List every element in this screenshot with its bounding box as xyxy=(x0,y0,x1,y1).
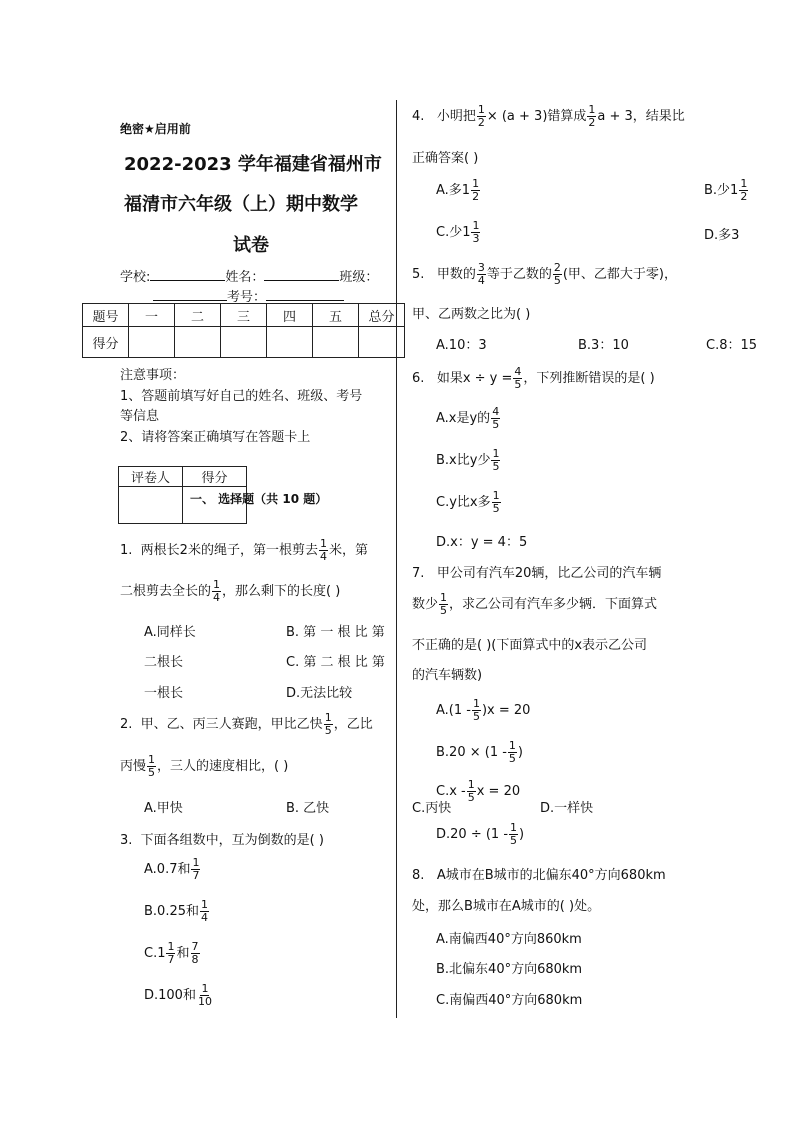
fraction: $\frac{1}{5}$ xyxy=(492,447,500,473)
score-cell[interactable] xyxy=(359,327,405,358)
score-header-cell: 总分 xyxy=(359,304,405,327)
question-text: 两根长2米的绳子，第一根剪去 xyxy=(140,543,318,558)
fraction: $\frac{1}{3}$ xyxy=(472,219,480,245)
confidential-label: 绝密★启用前 xyxy=(120,122,191,136)
score-cell[interactable] xyxy=(129,327,175,358)
score-header-cell: 五 xyxy=(313,304,359,327)
fraction: $\frac{1}{7}$ xyxy=(167,940,175,966)
fraction: $\frac{1}{10}$ xyxy=(197,982,212,1008)
question-7-line3: 不正确的是( )(下面算式中的x表示乙公司 xyxy=(412,638,648,653)
column-divider xyxy=(396,100,397,1018)
q7-option-a[interactable]: A.(1 - $\frac{1}{5}$ )x = 20 xyxy=(436,697,531,723)
fraction: $\frac{1}{5}$ xyxy=(467,778,475,804)
score-table xyxy=(82,303,405,358)
name-blank[interactable] xyxy=(264,268,339,281)
fraction: $\frac{1}{5}$ xyxy=(492,489,500,515)
q7-option-d[interactable]: D.20 ÷ (1 - $\frac{1}{5}$ ) xyxy=(436,821,525,847)
score-cell[interactable] xyxy=(221,327,267,358)
notes-line2: 2、请将答案正确填写在答题卡上 xyxy=(120,430,311,445)
fraction: $\frac{1}{5}$ xyxy=(324,711,332,737)
question-5: 5. 甲数的 $\frac{3}{4}$ 等于乙数的 $\frac{2}{5}$ (甲、乙都大于零)， xyxy=(412,261,677,287)
question-2: 2. 甲、乙、丙三人赛跑，甲比乙快 $\frac{1}{5}$ ，乙比 xyxy=(120,711,373,737)
q2-option-d[interactable]: D.一样快 xyxy=(540,801,594,816)
q6-option-d[interactable]: D.x：y = 4：5 xyxy=(436,535,528,550)
q2-option-a[interactable]: A.甲快 xyxy=(144,801,183,816)
score-header-cell: 一 xyxy=(129,304,175,327)
q1-option-c-cont: 一根长 xyxy=(144,686,184,701)
notes-line1b: 等信息 xyxy=(120,409,160,424)
question-2-line2: 丙慢 $\frac{1}{5}$ ，三人的速度相比，( ) xyxy=(120,753,289,779)
q1-option-b[interactable]: B. 第 一 根 比 第 xyxy=(286,625,385,640)
question-1-line2: 二根剪去全长的 $\frac{1}{4}$ ，那么剩下的长度( ) xyxy=(120,578,341,604)
question-4: 4. 小明把 $\frac{1}{2}$ × (a + 3)错算成 $\frac{1}{2}$ a + 3，结果比 xyxy=(412,103,685,129)
fraction: $\frac{1}{4}$ xyxy=(213,578,221,604)
question-6: 6. 如果x ÷ y = $\frac{4}{5}$ ，下列推断错误的是( ) xyxy=(412,365,655,391)
score-row-label: 得分 xyxy=(83,327,129,358)
question-1 xyxy=(120,538,368,563)
q4-option-c[interactable]: C.少1 $\frac{1}{3}$ xyxy=(436,219,480,245)
q3-option-c[interactable]: C.1 $\frac{1}{7}$ 和 $\frac{7}{8}$ xyxy=(144,940,199,966)
q3-option-a[interactable]: A.0.7和 $\frac{1}{7}$ xyxy=(144,856,200,882)
q3-option-b[interactable]: B.0.25和 $\frac{1}{4}$ xyxy=(144,898,208,924)
q7-option-c[interactable]: C.x - $\frac{1}{5}$ x = 20 xyxy=(436,778,521,804)
score-cell[interactable] xyxy=(313,327,359,358)
fraction: $\frac{1}{2}$ xyxy=(472,177,480,203)
exam-title-line2: 福清市六年级（上）期中数学 xyxy=(124,194,358,215)
notes-title: 注意事项： xyxy=(120,368,186,383)
q4-option-d[interactable]: D.多3 xyxy=(704,228,740,243)
exam-title-line3: 试卷 xyxy=(233,235,269,256)
fraction: $\frac{2}{5}$ xyxy=(553,261,561,287)
question-number: 1. xyxy=(120,543,133,558)
question-4-line2: 正确答案( ) xyxy=(412,151,479,166)
section-title: 一、 选择题（共 10 题） xyxy=(190,492,328,506)
score-header-cell: 二 xyxy=(175,304,221,327)
q1-option-a[interactable]: A.同样长 xyxy=(144,625,196,640)
school-label: 学校: xyxy=(120,270,151,285)
q1-option-d[interactable]: D.无法比较 xyxy=(286,686,353,701)
fraction: $\frac{1}{7}$ xyxy=(192,856,200,882)
q8-option-c[interactable]: C.南偏西40°方向680km xyxy=(436,993,583,1008)
q5-option-b[interactable]: B.3：10 xyxy=(578,338,629,353)
question-5-line2: 甲、乙两数之比为( ) xyxy=(412,307,531,322)
q8-option-a[interactable]: A.南偏西40°方向860km xyxy=(436,932,582,947)
fraction: $\frac{1}{5}$ xyxy=(508,739,516,765)
question-7-line2: 数少 $\frac{1}{5}$ ，求乙公司有汽车多少辆．下面算式 xyxy=(412,591,658,617)
exam-no-label: 考号： xyxy=(227,290,267,305)
fraction: $\frac{1}{5}$ xyxy=(148,753,156,779)
fraction: $\frac{1}{2}$ xyxy=(588,103,596,129)
fraction: $\frac{1}{5}$ xyxy=(472,697,480,723)
exam-title-line1: 2022-2023 学年福建省福州市 xyxy=(124,154,382,175)
class-label: 班级： xyxy=(339,270,379,285)
q1-option-c[interactable]: C. 第 二 根 比 第 xyxy=(286,655,385,670)
question-3: 3. 下面各组数中，互为倒数的是( ) xyxy=(120,833,324,848)
notes-line1: 1、答题前填写好自己的姓名、班级、考号 xyxy=(120,389,363,404)
fraction: $\frac{4}{5}$ xyxy=(492,405,500,431)
student-info-row xyxy=(120,266,378,285)
name-label: 姓名： xyxy=(225,270,265,285)
class-blank[interactable] xyxy=(153,288,227,301)
exam-no-blank[interactable] xyxy=(266,288,344,301)
score-header-cell: 三 xyxy=(221,304,267,327)
fraction: $\frac{1}{4}$ xyxy=(319,537,327,563)
score-cell[interactable] xyxy=(175,327,221,358)
q8-option-b[interactable]: B.北偏东40°方向680km xyxy=(436,962,583,977)
grader-score-header: 得分 xyxy=(183,467,247,487)
score-header-cell: 题号 xyxy=(83,304,129,327)
fraction: $\frac{1}{4}$ xyxy=(201,898,208,924)
q1-option-b-cont: 二根长 xyxy=(144,655,184,670)
fraction: $\frac{3}{4}$ xyxy=(477,261,485,287)
question-8: 8. A城市在B城市的北偏东40°方向680km xyxy=(412,868,666,883)
question-8-line2: 处，那么B城市在A城市的( )处。 xyxy=(412,899,601,914)
q4-option-b[interactable]: B.少1 $\frac{1}{2}$ xyxy=(704,177,748,203)
q6-option-a[interactable]: A.x是y的 $\frac{4}{5}$ xyxy=(436,405,500,431)
grader-header: 评卷人 xyxy=(119,467,183,487)
score-cell[interactable] xyxy=(267,327,313,358)
question-text: 米，第 xyxy=(328,543,368,558)
fraction: $\frac{4}{5}$ xyxy=(514,365,522,391)
question-7-line4: 的汽车辆数) xyxy=(412,668,483,683)
q6-option-b[interactable]: B.x比y少 $\frac{1}{5}$ xyxy=(436,447,500,473)
score-header-cell: 四 xyxy=(267,304,313,327)
grader-cell[interactable] xyxy=(119,487,183,524)
question-7: 7. 甲公司有汽车20辆，比乙公司的汽车辆 xyxy=(412,566,662,581)
q5-option-c[interactable]: C.8：15 xyxy=(706,338,758,353)
fraction: $\frac{1}{5}$ xyxy=(440,591,448,617)
fraction: $\frac{1}{5}$ xyxy=(510,821,518,847)
fraction: $\frac{1}{2}$ xyxy=(740,177,748,203)
q7-option-b[interactable]: B.20 × (1 - $\frac{1}{5}$ ) xyxy=(436,739,523,765)
q6-option-c[interactable]: C.y比x多 $\frac{1}{5}$ xyxy=(436,489,500,515)
fraction: $\frac{7}{8}$ xyxy=(191,940,199,966)
school-blank[interactable] xyxy=(150,268,225,281)
q5-option-a[interactable]: A.10：3 xyxy=(436,338,487,353)
fraction: $\frac{1}{2}$ xyxy=(477,103,485,129)
q3-option-d[interactable]: D.100和 $\frac{1}{10}$ xyxy=(144,982,212,1008)
q4-option-a[interactable]: A.多1 $\frac{1}{2}$ xyxy=(436,177,480,203)
q2-option-c[interactable]: C.丙快 xyxy=(412,801,452,816)
q2-option-b[interactable]: B. 乙快 xyxy=(286,801,330,816)
